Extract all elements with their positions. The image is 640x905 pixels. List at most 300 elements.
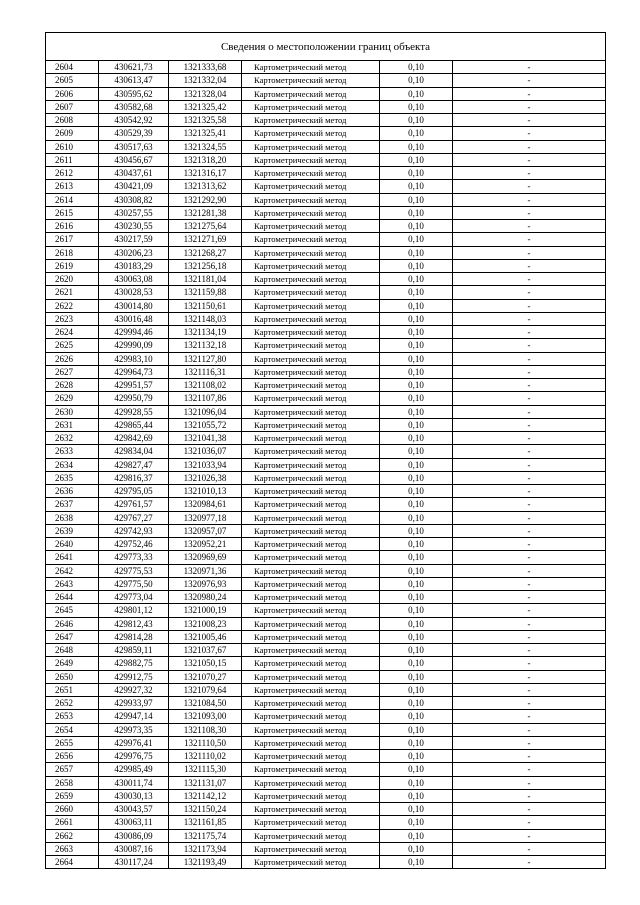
determination-method: Картометрический метод: [242, 485, 380, 498]
table-row: [46, 458, 606, 471]
point-number: 2659: [46, 789, 99, 802]
boundary-points-table: [45, 32, 606, 869]
coordinate-y: 1321005,46: [169, 630, 242, 643]
note-cell: -: [453, 816, 606, 829]
point-number: 2624: [46, 326, 99, 339]
point-number: 2642: [46, 564, 99, 577]
coordinate-y: 1321173,94: [169, 842, 242, 855]
note-cell: -: [453, 670, 606, 683]
determination-method: Картометрический метод: [242, 246, 380, 259]
accuracy-value: 0,10: [380, 259, 453, 272]
note-cell: -: [453, 273, 606, 286]
table-row: [46, 432, 606, 445]
accuracy-value: 0,10: [380, 220, 453, 233]
point-number: 2664: [46, 856, 99, 869]
point-number: 2614: [46, 193, 99, 206]
accuracy-value: 0,10: [380, 61, 453, 74]
coordinate-x: 430456,67: [99, 153, 169, 166]
accuracy-value: 0,10: [380, 153, 453, 166]
determination-method: Картометрический метод: [242, 114, 380, 127]
note-cell: -: [453, 763, 606, 776]
coordinate-y: 1321316,17: [169, 167, 242, 180]
note-cell: -: [453, 286, 606, 299]
point-number: 2627: [46, 365, 99, 378]
coordinate-y: 1320952,21: [169, 538, 242, 551]
table-title: Сведения о местоположении границ объекта: [46, 33, 606, 61]
accuracy-value: 0,10: [380, 856, 453, 869]
coordinate-x: 429859,11: [99, 644, 169, 657]
coordinate-x: 430206,23: [99, 246, 169, 259]
determination-method: Картометрический метод: [242, 538, 380, 551]
table-title-row: [46, 33, 606, 61]
coordinate-y: 1321070,27: [169, 670, 242, 683]
coordinate-y: 1321134,19: [169, 326, 242, 339]
coordinate-x: 430308,82: [99, 193, 169, 206]
coordinate-y: 1321110,02: [169, 750, 242, 763]
coordinate-y: 1321115,30: [169, 763, 242, 776]
table-row: [46, 220, 606, 233]
coordinate-x: 430217,59: [99, 233, 169, 246]
coordinate-y: 1321108,30: [169, 723, 242, 736]
table-row: [46, 87, 606, 100]
note-cell: -: [453, 114, 606, 127]
note-cell: -: [453, 498, 606, 511]
coordinate-y: 1321148,03: [169, 312, 242, 325]
accuracy-value: 0,10: [380, 604, 453, 617]
table-row: [46, 233, 606, 246]
table-row: [46, 418, 606, 431]
note-cell: -: [453, 259, 606, 272]
coordinate-y: 1321175,74: [169, 829, 242, 842]
coordinate-x: 430613,47: [99, 74, 169, 87]
coordinate-x: 429928,55: [99, 405, 169, 418]
coordinate-y: 1321036,07: [169, 445, 242, 458]
determination-method: Картометрический метод: [242, 273, 380, 286]
determination-method: Картометрический метод: [242, 617, 380, 630]
note-cell: -: [453, 736, 606, 749]
table-row: [46, 339, 606, 352]
table-row: [46, 167, 606, 180]
point-number: 2661: [46, 816, 99, 829]
point-number: 2604: [46, 61, 99, 74]
point-number: 2622: [46, 299, 99, 312]
table-row: [46, 842, 606, 855]
table-row: [46, 723, 606, 736]
point-number: 2616: [46, 220, 99, 233]
coordinate-y: 1321313,62: [169, 180, 242, 193]
coordinate-y: 1321325,41: [169, 127, 242, 140]
coordinate-x: 430030,13: [99, 789, 169, 802]
table-row: [46, 763, 606, 776]
coordinate-x: 429801,12: [99, 604, 169, 617]
coordinate-x: 430117,24: [99, 856, 169, 869]
coordinate-x: 430542,92: [99, 114, 169, 127]
coordinate-y: 1320980,24: [169, 591, 242, 604]
accuracy-value: 0,10: [380, 471, 453, 484]
point-number: 2628: [46, 379, 99, 392]
coordinate-y: 1321055,72: [169, 418, 242, 431]
table-row: [46, 577, 606, 590]
table-row: [46, 538, 606, 551]
coordinate-y: 1321333,68: [169, 61, 242, 74]
table-body: [46, 61, 606, 869]
point-number: 2609: [46, 127, 99, 140]
table-row: [46, 591, 606, 604]
coordinate-y: 1321000,19: [169, 604, 242, 617]
point-number: 2662: [46, 829, 99, 842]
accuracy-value: 0,10: [380, 710, 453, 723]
determination-method: Картометрический метод: [242, 458, 380, 471]
table-row: [46, 524, 606, 537]
coordinate-x: 430421,09: [99, 180, 169, 193]
coordinate-x: 429773,33: [99, 551, 169, 564]
determination-method: Картометрический метод: [242, 829, 380, 842]
point-number: 2647: [46, 630, 99, 643]
determination-method: Картометрический метод: [242, 670, 380, 683]
note-cell: -: [453, 339, 606, 352]
coordinate-y: 1321150,61: [169, 299, 242, 312]
determination-method: Картометрический метод: [242, 74, 380, 87]
table-row: [46, 180, 606, 193]
note-cell: -: [453, 61, 606, 74]
accuracy-value: 0,10: [380, 736, 453, 749]
note-cell: -: [453, 829, 606, 842]
table-row: [46, 74, 606, 87]
table-row: [46, 259, 606, 272]
table-row: [46, 405, 606, 418]
table-row: [46, 326, 606, 339]
determination-method: Картометрический метод: [242, 856, 380, 869]
accuracy-value: 0,10: [380, 273, 453, 286]
table-row: [46, 789, 606, 802]
determination-method: Картометрический метод: [242, 299, 380, 312]
table-row: [46, 114, 606, 127]
table-row: [46, 127, 606, 140]
coordinate-x: 429752,46: [99, 538, 169, 551]
determination-method: Картометрический метод: [242, 445, 380, 458]
coordinate-y: 1320976,93: [169, 577, 242, 590]
note-cell: -: [453, 100, 606, 113]
accuracy-value: 0,10: [380, 167, 453, 180]
coordinate-x: 430087,16: [99, 842, 169, 855]
point-number: 2646: [46, 617, 99, 630]
determination-method: Картометрический метод: [242, 630, 380, 643]
accuracy-value: 0,10: [380, 538, 453, 551]
accuracy-value: 0,10: [380, 206, 453, 219]
accuracy-value: 0,10: [380, 180, 453, 193]
note-cell: -: [453, 220, 606, 233]
determination-method: Картометрический метод: [242, 524, 380, 537]
note-cell: -: [453, 789, 606, 802]
note-cell: -: [453, 153, 606, 166]
accuracy-value: 0,10: [380, 697, 453, 710]
point-number: 2611: [46, 153, 99, 166]
coordinate-y: 1321131,07: [169, 776, 242, 789]
determination-method: Картометрический метод: [242, 657, 380, 670]
point-number: 2620: [46, 273, 99, 286]
coordinate-x: 430016,48: [99, 312, 169, 325]
coordinate-y: 1321096,04: [169, 405, 242, 418]
accuracy-value: 0,10: [380, 498, 453, 511]
coordinate-y: 1321271,69: [169, 233, 242, 246]
coordinate-y: 1321110,50: [169, 736, 242, 749]
coordinate-x: 429742,93: [99, 524, 169, 537]
note-cell: -: [453, 233, 606, 246]
accuracy-value: 0,10: [380, 326, 453, 339]
point-number: 2656: [46, 750, 99, 763]
accuracy-value: 0,10: [380, 379, 453, 392]
coordinate-x: 429983,10: [99, 352, 169, 365]
point-number: 2633: [46, 445, 99, 458]
point-number: 2625: [46, 339, 99, 352]
accuracy-value: 0,10: [380, 816, 453, 829]
note-cell: -: [453, 326, 606, 339]
point-number: 2663: [46, 842, 99, 855]
note-cell: -: [453, 246, 606, 259]
note-cell: -: [453, 127, 606, 140]
accuracy-value: 0,10: [380, 829, 453, 842]
accuracy-value: 0,10: [380, 352, 453, 365]
table-row: [46, 312, 606, 325]
note-cell: -: [453, 365, 606, 378]
coordinate-x: 429816,37: [99, 471, 169, 484]
determination-method: Картометрический метод: [242, 432, 380, 445]
note-cell: -: [453, 630, 606, 643]
determination-method: Картометрический метод: [242, 180, 380, 193]
table-row: [46, 153, 606, 166]
accuracy-value: 0,10: [380, 683, 453, 696]
coordinate-x: 430230,55: [99, 220, 169, 233]
accuracy-value: 0,10: [380, 750, 453, 763]
note-cell: -: [453, 604, 606, 617]
accuracy-value: 0,10: [380, 100, 453, 113]
determination-method: Картометрический метод: [242, 763, 380, 776]
table-row: [46, 352, 606, 365]
coordinate-y: 1321107,86: [169, 392, 242, 405]
determination-method: Картометрический метод: [242, 803, 380, 816]
table-row: [46, 710, 606, 723]
accuracy-value: 0,10: [380, 312, 453, 325]
table-row: [46, 193, 606, 206]
accuracy-value: 0,10: [380, 405, 453, 418]
determination-method: Картометрический метод: [242, 405, 380, 418]
coordinate-y: 1321093,00: [169, 710, 242, 723]
coordinate-y: 1321142,12: [169, 789, 242, 802]
accuracy-value: 0,10: [380, 591, 453, 604]
determination-method: Картометрический метод: [242, 564, 380, 577]
note-cell: -: [453, 710, 606, 723]
point-number: 2623: [46, 312, 99, 325]
coordinate-y: 1321150,24: [169, 803, 242, 816]
coordinate-y: 1321108,02: [169, 379, 242, 392]
table-row: [46, 392, 606, 405]
determination-method: Картометрический метод: [242, 551, 380, 564]
determination-method: Картометрический метод: [242, 511, 380, 524]
accuracy-value: 0,10: [380, 723, 453, 736]
note-cell: -: [453, 193, 606, 206]
table-row: [46, 551, 606, 564]
coordinate-x: 430437,61: [99, 167, 169, 180]
accuracy-value: 0,10: [380, 193, 453, 206]
determination-method: Картометрический метод: [242, 286, 380, 299]
note-cell: -: [453, 697, 606, 710]
note-cell: -: [453, 74, 606, 87]
table-row: [46, 604, 606, 617]
table-row: [46, 100, 606, 113]
coordinate-x: 429973,35: [99, 723, 169, 736]
determination-method: Картометрический метод: [242, 577, 380, 590]
table-row: [46, 683, 606, 696]
accuracy-value: 0,10: [380, 776, 453, 789]
point-number: 2637: [46, 498, 99, 511]
coordinate-y: 1321256,18: [169, 259, 242, 272]
accuracy-value: 0,10: [380, 564, 453, 577]
accuracy-value: 0,10: [380, 485, 453, 498]
point-number: 2657: [46, 763, 99, 776]
table-row: [46, 617, 606, 630]
determination-method: Картометрический метод: [242, 87, 380, 100]
note-cell: -: [453, 524, 606, 537]
table-row: [46, 140, 606, 153]
accuracy-value: 0,10: [380, 789, 453, 802]
point-number: 2654: [46, 723, 99, 736]
accuracy-value: 0,10: [380, 418, 453, 431]
coordinate-y: 1320977,18: [169, 511, 242, 524]
accuracy-value: 0,10: [380, 432, 453, 445]
table-row: [46, 511, 606, 524]
point-number: 2615: [46, 206, 99, 219]
accuracy-value: 0,10: [380, 630, 453, 643]
determination-method: Картометрический метод: [242, 127, 380, 140]
determination-method: Картометрический метод: [242, 604, 380, 617]
point-number: 2638: [46, 511, 99, 524]
point-number: 2630: [46, 405, 99, 418]
point-number: 2653: [46, 710, 99, 723]
point-number: 2608: [46, 114, 99, 127]
note-cell: -: [453, 644, 606, 657]
accuracy-value: 0,10: [380, 339, 453, 352]
table-row: [46, 273, 606, 286]
coordinate-x: 430257,55: [99, 206, 169, 219]
coordinate-y: 1321268,27: [169, 246, 242, 259]
table-row: [46, 630, 606, 643]
coordinate-x: 429976,41: [99, 736, 169, 749]
coordinate-y: 1321079,64: [169, 683, 242, 696]
accuracy-value: 0,10: [380, 74, 453, 87]
note-cell: -: [453, 551, 606, 564]
accuracy-value: 0,10: [380, 511, 453, 524]
note-cell: -: [453, 445, 606, 458]
coordinate-x: 429827,47: [99, 458, 169, 471]
point-number: 2651: [46, 683, 99, 696]
coordinate-y: 1321332,04: [169, 74, 242, 87]
coordinate-x: 429976,75: [99, 750, 169, 763]
determination-method: Картометрический метод: [242, 259, 380, 272]
accuracy-value: 0,10: [380, 140, 453, 153]
note-cell: -: [453, 299, 606, 312]
note-cell: -: [453, 458, 606, 471]
coordinate-y: 1321324,55: [169, 140, 242, 153]
point-number: 2636: [46, 485, 99, 498]
note-cell: -: [453, 856, 606, 869]
table-row: [46, 750, 606, 763]
accuracy-value: 0,10: [380, 246, 453, 259]
determination-method: Картометрический метод: [242, 710, 380, 723]
coordinate-x: 430028,53: [99, 286, 169, 299]
table-row: [46, 206, 606, 219]
determination-method: Картометрический метод: [242, 392, 380, 405]
accuracy-value: 0,10: [380, 670, 453, 683]
note-cell: -: [453, 683, 606, 696]
table-row: [46, 803, 606, 816]
coordinate-y: 1321325,42: [169, 100, 242, 113]
coordinate-y: 1321325,58: [169, 114, 242, 127]
determination-method: Картометрический метод: [242, 498, 380, 511]
determination-method: Картометрический метод: [242, 591, 380, 604]
note-cell: -: [453, 723, 606, 736]
point-number: 2605: [46, 74, 99, 87]
coordinate-y: 1321328,04: [169, 87, 242, 100]
accuracy-value: 0,10: [380, 842, 453, 855]
coordinate-y: 1320971,36: [169, 564, 242, 577]
coordinate-x: 429773,04: [99, 591, 169, 604]
coordinate-x: 430086,09: [99, 829, 169, 842]
point-number: 2629: [46, 392, 99, 405]
point-number: 2613: [46, 180, 99, 193]
table-row: [46, 670, 606, 683]
boundary-document: [45, 32, 605, 869]
determination-method: Картометрический метод: [242, 193, 380, 206]
coordinate-x: 430014,80: [99, 299, 169, 312]
coordinate-x: 430043,57: [99, 803, 169, 816]
note-cell: -: [453, 591, 606, 604]
determination-method: Картометрический метод: [242, 418, 380, 431]
table-row: [46, 61, 606, 74]
coordinate-y: 1321084,50: [169, 697, 242, 710]
note-cell: -: [453, 577, 606, 590]
coordinate-x: 429761,57: [99, 498, 169, 511]
point-number: 2617: [46, 233, 99, 246]
coordinate-x: 430063,08: [99, 273, 169, 286]
point-number: 2635: [46, 471, 99, 484]
coordinate-x: 429882,75: [99, 657, 169, 670]
coordinate-y: 1321010,13: [169, 485, 242, 498]
note-cell: -: [453, 87, 606, 100]
table-row: [46, 286, 606, 299]
note-cell: -: [453, 803, 606, 816]
coordinate-y: 1321041,38: [169, 432, 242, 445]
coordinate-x: 430621,73: [99, 61, 169, 74]
coordinate-x: 429834,04: [99, 445, 169, 458]
coordinate-y: 1321033,94: [169, 458, 242, 471]
coordinate-y: 1321159,88: [169, 286, 242, 299]
determination-method: Картометрический метод: [242, 206, 380, 219]
coordinate-x: 429994,46: [99, 326, 169, 339]
table-row: [46, 379, 606, 392]
coordinate-y: 1321318,20: [169, 153, 242, 166]
determination-method: Картометрический метод: [242, 233, 380, 246]
table-row: [46, 299, 606, 312]
coordinate-y: 1321127,80: [169, 352, 242, 365]
determination-method: Картометрический метод: [242, 750, 380, 763]
coordinate-x: 429795,05: [99, 485, 169, 498]
coordinate-x: 429950,79: [99, 392, 169, 405]
coordinate-x: 429912,75: [99, 670, 169, 683]
determination-method: Картометрический метод: [242, 789, 380, 802]
coordinate-x: 429812,43: [99, 617, 169, 630]
point-number: 2632: [46, 432, 99, 445]
note-cell: -: [453, 379, 606, 392]
